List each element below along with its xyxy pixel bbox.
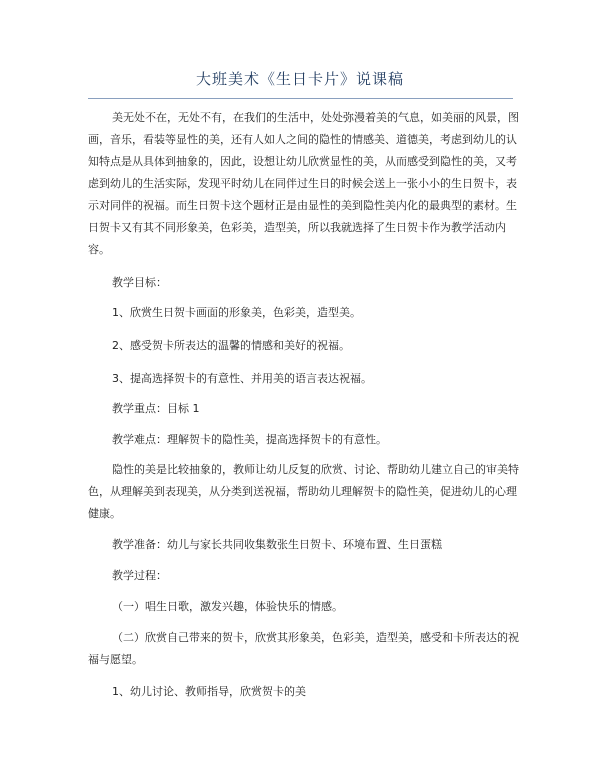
goal-item: 1、欣赏生日贺卡画面的形象美，色彩美，造型美。 [112, 306, 361, 319]
process-step: （一）唱生日歌，激发兴趣，体验快乐的情感。 [112, 600, 343, 613]
preparation-paragraph: 教学准备：幼儿与家长共同收集数张生日贺卡、环境布置、生日蛋糕 [112, 538, 442, 551]
process-step: （二）欣赏自己带来的贺卡，欣赏其形象美，色彩美，造型美，感受和卡所表达的祝福与愿望。 [88, 631, 519, 666]
key-point-paragraph: 教学重点：目标 1 [112, 402, 200, 415]
process-heading: 教学过程： [112, 569, 167, 582]
document-title: 大班美术《生日卡片》说课稿 [195, 70, 404, 88]
title-divider [88, 98, 513, 99]
hidden-beauty-paragraph: 隐性的美是比较抽象的，教师让幼儿反复的欣赏、讨论、帮助幼儿建立自己的审美特色，从理解美到表现美，从分类到送祝福，帮助幼儿理解贺卡的隐性美，促进幼儿的心理健康。 [88, 463, 519, 520]
intro-paragraph: 美无处不在，无处不有，在我们的生活中，处处弥漫着美的气息，如美丽的风景，图画，音乐，看装等显性的美，还有人如人之间的隐性的情感美、道德美，考虑到幼儿的认知特点是从具体到抽象的，因此，设想让幼儿欣赏显性的美，从而感受到隐性的美，又考虑到幼儿的生活实际，发现平时幼儿在同伴过生日的时候会送上一张小小的生日贺卡，表示对同伴的祝福。而生日贺卡这个题材正是由显性的美到隐性美内化的最典型的素材。生日贺卡又有其不同形象美，色彩美，造型美，所以我就选择了生日贺卡作为教学活动内容。 [88, 111, 519, 256]
goal-item: 2、感受贺卡所表达的温馨的情感和美好的祝福。 [112, 339, 350, 352]
goal-item: 3、提高选择贺卡的有意性、并用美的语言表达祝福。 [112, 372, 372, 385]
process-substep: 1、幼儿讨论、教师指导，欣赏贺卡的美 [112, 685, 306, 698]
difficulty-paragraph: 教学难点：理解贺卡的隐性美，提高选择贺卡的有意性。 [112, 433, 387, 446]
goals-heading: 教学目标： [112, 276, 167, 289]
